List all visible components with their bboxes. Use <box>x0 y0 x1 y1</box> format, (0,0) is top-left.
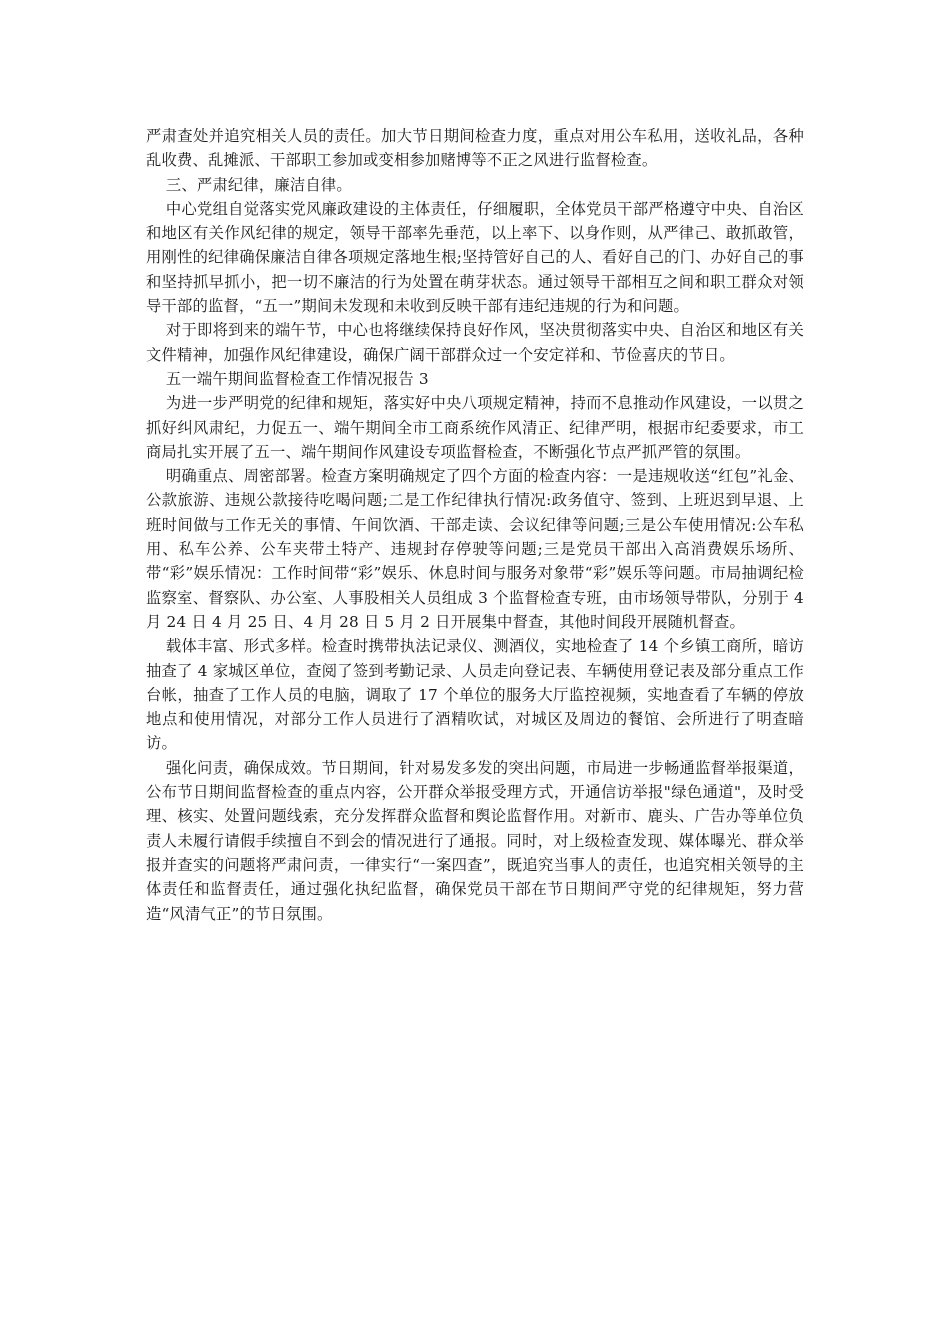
paragraph-dragon-boat: 对于即将到来的端午节，中心也将继续保持良好作风，坚决贯彻落实中央、自治区和地区有关文件精神，加强作风纪律建设，确保广阔干部群众过一个安定祥和、节俭喜庆的节日。 <box>146 321 804 364</box>
document-body <box>146 124 804 926</box>
paragraph-party-discipline: 中心党组自觉落实党风廉政建设的主体责任，仔细履职，全体党员干部严格遵守中央、自治区和地区有关作风纪律的规定，领导干部率先垂范，以上率下、以身作则，从严律己、敢抓敢管，用刚性的纪律确保廉洁自律各项规定落地生根;坚持管好自己的人、看好自己的门、办好自己的事和坚持抓早抓小，把一切不廉洁的行为处置在萌芽状态。通过领导干部相互之间和职工群众对领导干部的监督，“五一”期间未发现和未收到反映干部有违纪违规的行为和问题。 <box>146 199 804 316</box>
paragraph-methods: 载体丰富、形式多样。检查时携带执法记录仪、测酒仪，实地检查了 14 个乡镇工商所，暗访抽查了 4 家城区单位，查阅了签到考勤记录、人员走向登记表、车辆使用登记表及部分重点工作台帐，抽查了工作人员的电脑，调取了 17 个单位的服务大厅监控视频，实地查看了车辆的停放地点和使用情况，对部分工作人员进行了酒精吹试，对城区及周边的餐馆、会所进行了明查暗访。 <box>146 637 804 753</box>
paragraph-accountability: 强化问责，确保成效。节日期间，针对易发多发的突出问题，市局进一步畅通监督举报渠道，公布节日期间监督检查的重点内容，公开群众举报受理方式，开通信访举报"绿色通道"，及时受理、核实、处置问题线索，充分发挥群众监督和舆论监督作用。对新市、鹿头、广告办等单位负责人未履行请假手续擅自不到会的情况进行了通报。同时，对上级检查发现、媒体曝光、群众举报并查实的问题将严肃问责，一律实行“一案四查”，既追究当事人的责任，也追究相关领导的主体责任和监督责任，通过强化执纪监督，确保党员干部在节日期间严守党的纪律规矩，努力营造“风清气正”的节日氛围。 <box>146 758 804 923</box>
section-heading-3: 三、严肃纪律，廉洁自律。 <box>165 175 352 194</box>
paragraph-intro: 为进一步严明党的纪律和规矩，落实好中央八项规定精神，持而不息推动作风建设，一以贯之抓好纠风肃纪，力促五一、端午期间全市工商系统作风清正、纪律严明，根据市纪委要求，市工商局扎实开展了五一、端午期间作风建设专项监督检查，不断强化节点严抓严管的氛围。 <box>146 394 804 461</box>
paragraph-continuation: 严肃查处并追究相关人员的责任。加大节日期间检查力度，重点对用公车私用，送收礼品，各种乱收费、乱摊派、干部职工参加或变相参加赌博等不正之风进行监督检查。 <box>146 127 804 170</box>
report-title-3: 五一端午期间监督检查工作情况报告 3 <box>165 369 429 388</box>
paragraph-key-points: 明确重点、周密部署。检查方案明确规定了四个方面的检查内容：一是违规收送“红包”礼金、公款旅游、违规公款接待吃喝问题;二是工作纪律执行情况:政务值守、签到、上班迟到早退、上班时间做与工作无关的事情、午间饮酒、干部走读、会议纪律等问题;三是公车使用情况:公车私用、私车公养、公车夹带土特产、违规封存停驶等问题;三是党员干部出入高消费娱乐场所、带“彩”娱乐情况：工作时间带“彩”娱乐、休息时间与服务对象带“彩”娱乐等问题。市局抽调纪检监察室、督察队、办公室、人事股相关人员组成 3 个监督检查专班，由市场领导带队，分别于 4 月 24 日 4 月 25 日、4 月 28 日 5 月 2 日开展集中督查，其他时间段开展随机督查。 <box>146 467 804 631</box>
